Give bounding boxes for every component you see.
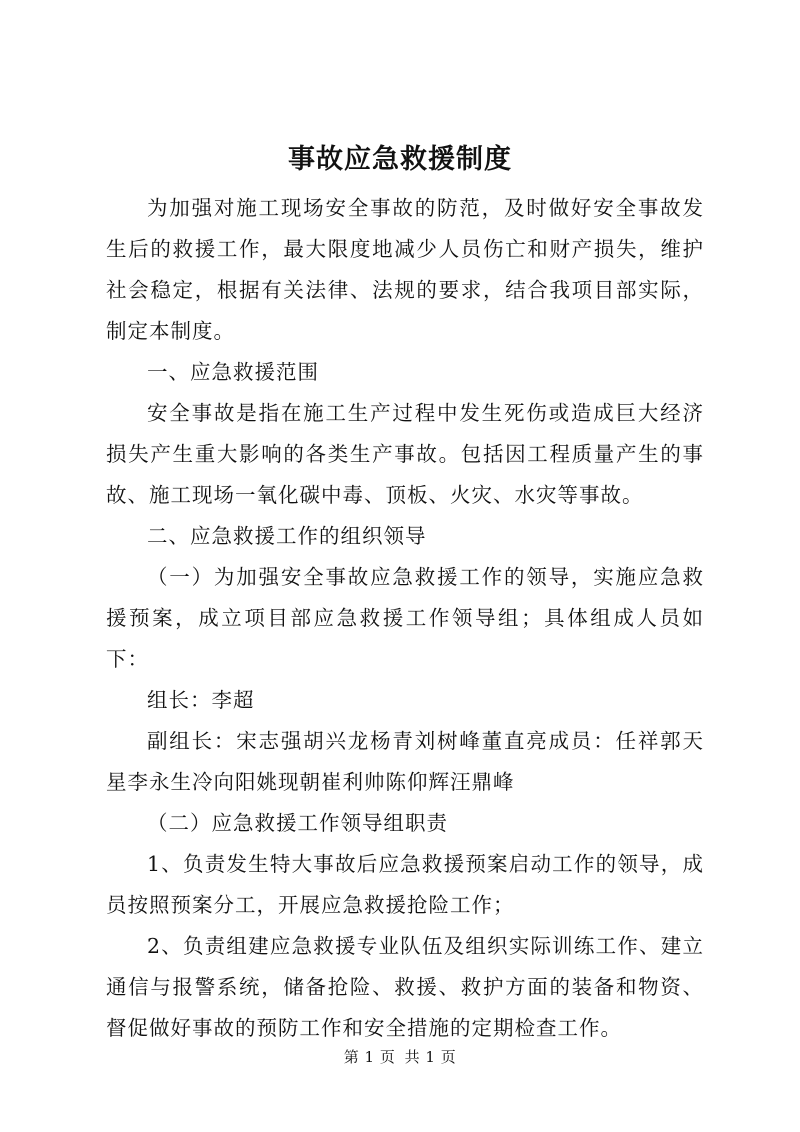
document-body	[106, 188, 704, 1049]
page-total: 共 1 页	[404, 1048, 457, 1066]
section-heading-organization: 二、应急救援工作的组织领导	[147, 524, 427, 548]
organization-paragraph: （一）为加强安全事故应急救援工作的领导，实施应急救援预案，成立项目部应急救援工作领导组；具体组成人员如下：	[106, 565, 704, 671]
team-leader-line: 组长：李超	[147, 688, 255, 712]
duty-item-1: 1、负责发生特大事故后应急救援预案启动工作的领导，成员按照预案分工，开展应急救援抢险工作；	[106, 852, 704, 917]
section-heading-scope: 一、应急救援范围	[147, 360, 319, 384]
subsection-heading-duties: （二）应急救援工作领导组职责	[147, 811, 448, 835]
page-footer	[0, 1046, 800, 1067]
duty-item-2: 2、负责组建应急救援专业队伍及组织实际训练工作、建立通信与报警系统，储备抢险、救援、救护方面的装备和物资、督促做好事故的预防工作和安全措施的定期检查工作。	[106, 934, 704, 1040]
page-number: 第 1 页	[343, 1048, 396, 1066]
team-members-paragraph: 副组长：宋志强胡兴龙杨青刘树峰董直亮成员：任祥郭天星李永生冷向阳姚现朝崔利帅陈仰辉汪鼎峰	[106, 729, 704, 794]
scope-paragraph: 安全事故是指在施工生产过程中发生死伤或造成巨大经济损失产生重大影响的各类生产事故。包括因工程质量产生的事故、施工现场一氧化碳中毒、顶板、火灾、水灾等事故。	[106, 401, 704, 507]
intro-paragraph: 为加强对施工现场安全事故的防范，及时做好安全事故发生后的救援工作，最大限度地减少人员伤亡和财产损失，维护社会稳定，根据有关法律、法规的要求，结合我项目部实际，制定本制度。	[106, 196, 704, 343]
document-title: 事故应急救援制度	[288, 144, 512, 175]
